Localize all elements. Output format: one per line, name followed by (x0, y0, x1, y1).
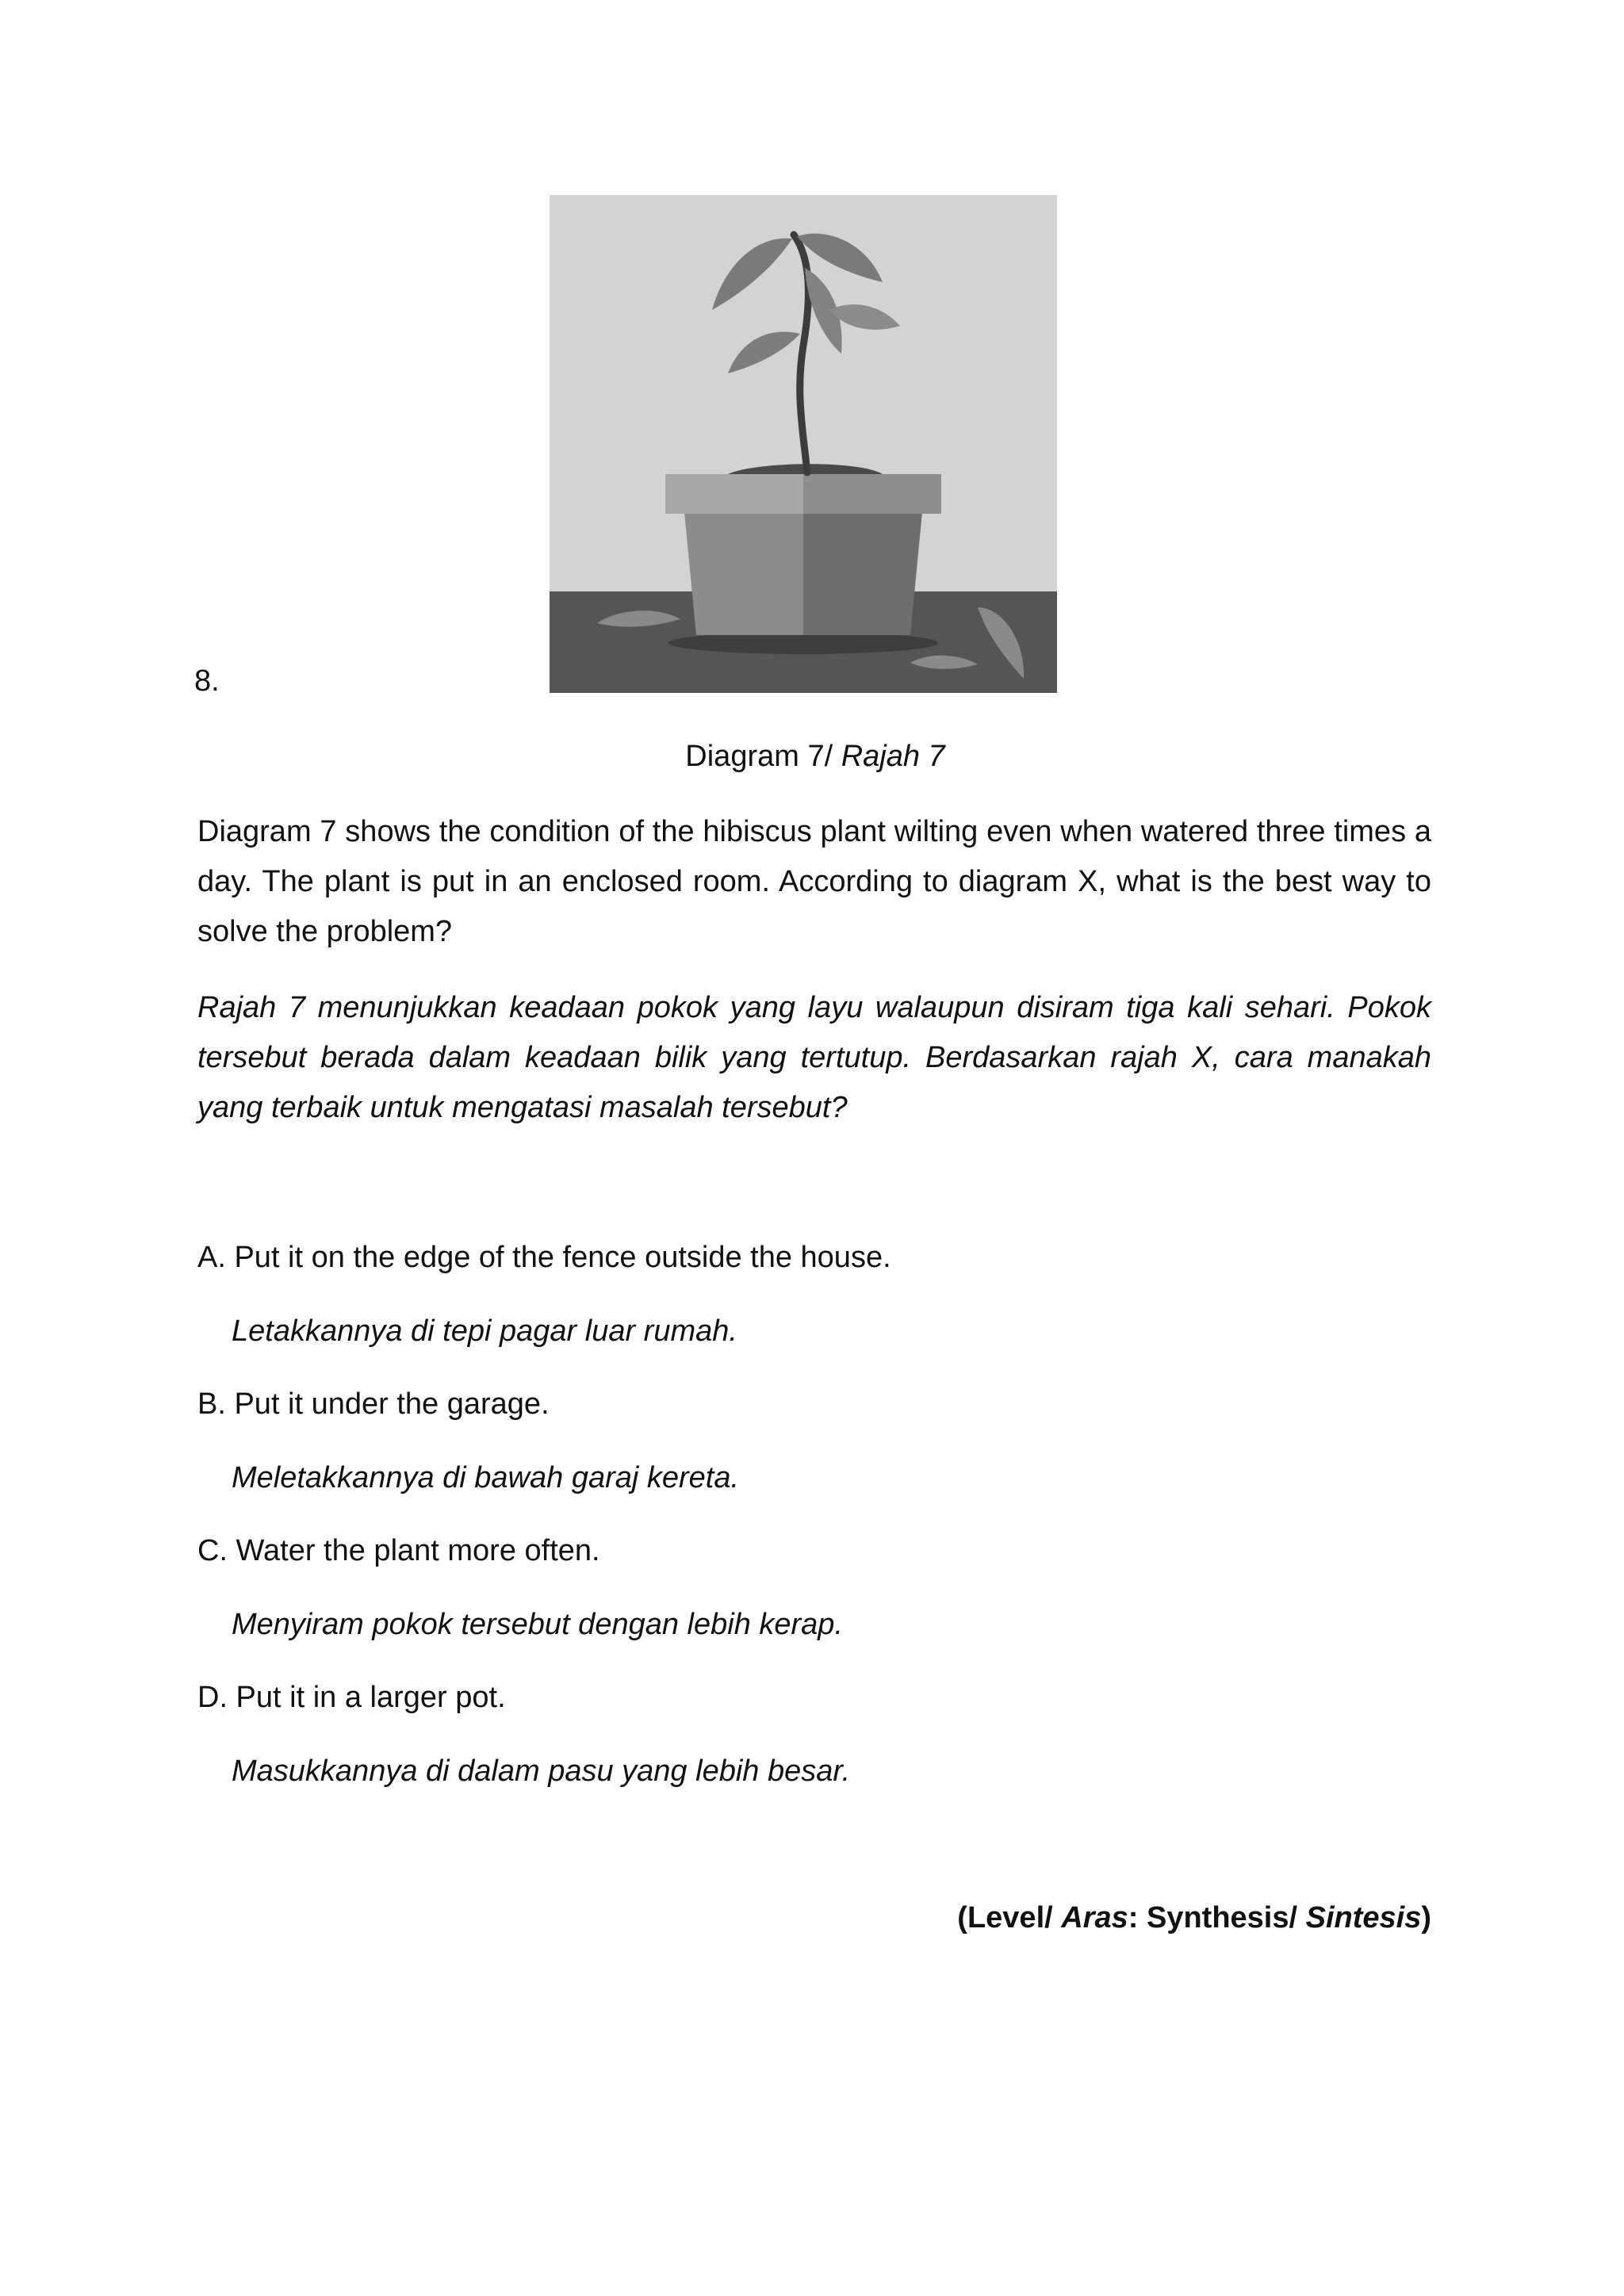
level-sintesis: Sintesis (1305, 1901, 1422, 1934)
pot-body-right (803, 512, 922, 635)
pot-rim-right (803, 474, 941, 514)
level-close: ) (1421, 1901, 1431, 1934)
pot-body-left (684, 512, 803, 635)
pot-shadow (668, 632, 938, 654)
question-text-ms: Rajah 7 menunjukkan keadaan pokok yang layu walaupun disiram tiga kali sehari. Pokok tersebut berada dalam keadaan bilik yang tertutup. Berdasarkan rajah X, cara manakah yang terbaik untuk mengatasi masalah tersebut? (197, 991, 1431, 1124)
option-a-ms: Letakkannya di tepi pagar luar rumah. (232, 1314, 737, 1348)
level-aras: Aras (1061, 1901, 1128, 1934)
wilted-plant-illustration (550, 195, 1057, 693)
pot-rim-left (665, 474, 803, 514)
level-synthesis: Synthesis/ (1146, 1901, 1298, 1934)
caption-ms: Rajah 7 (841, 740, 945, 773)
question-text-en: Diagram 7 shows the condition of the hibiscus plant wilting even when watered three times a day. The plant is put in an enclosed room. According to diagram X, what is the best way to solve the problem? (197, 815, 1431, 948)
option-b: B. Put it under the garage. (197, 1387, 550, 1421)
level-colon: : (1128, 1901, 1139, 1934)
difficulty-level (957, 1901, 1431, 1935)
caption-en: Diagram 7/ (685, 740, 833, 773)
option-b-ms: Meletakkannya di bawah garaj kereta. (232, 1461, 740, 1494)
level-open: (Level/ (957, 1901, 1053, 1934)
option-d: D. Put it in a larger pot. (197, 1681, 506, 1714)
option-a: A. Put it on the edge of the fence outside the house. (197, 1241, 891, 1274)
option-d-ms: Masukkannya di dalam pasu yang lebih besar. (232, 1755, 851, 1788)
diagram-caption (0, 740, 1624, 774)
option-c: C. Water the plant more often. (197, 1534, 600, 1567)
option-c-ms: Menyiram pokok tersebut dengan lebih kerap. (232, 1608, 844, 1641)
question-number: 8. (194, 664, 220, 698)
